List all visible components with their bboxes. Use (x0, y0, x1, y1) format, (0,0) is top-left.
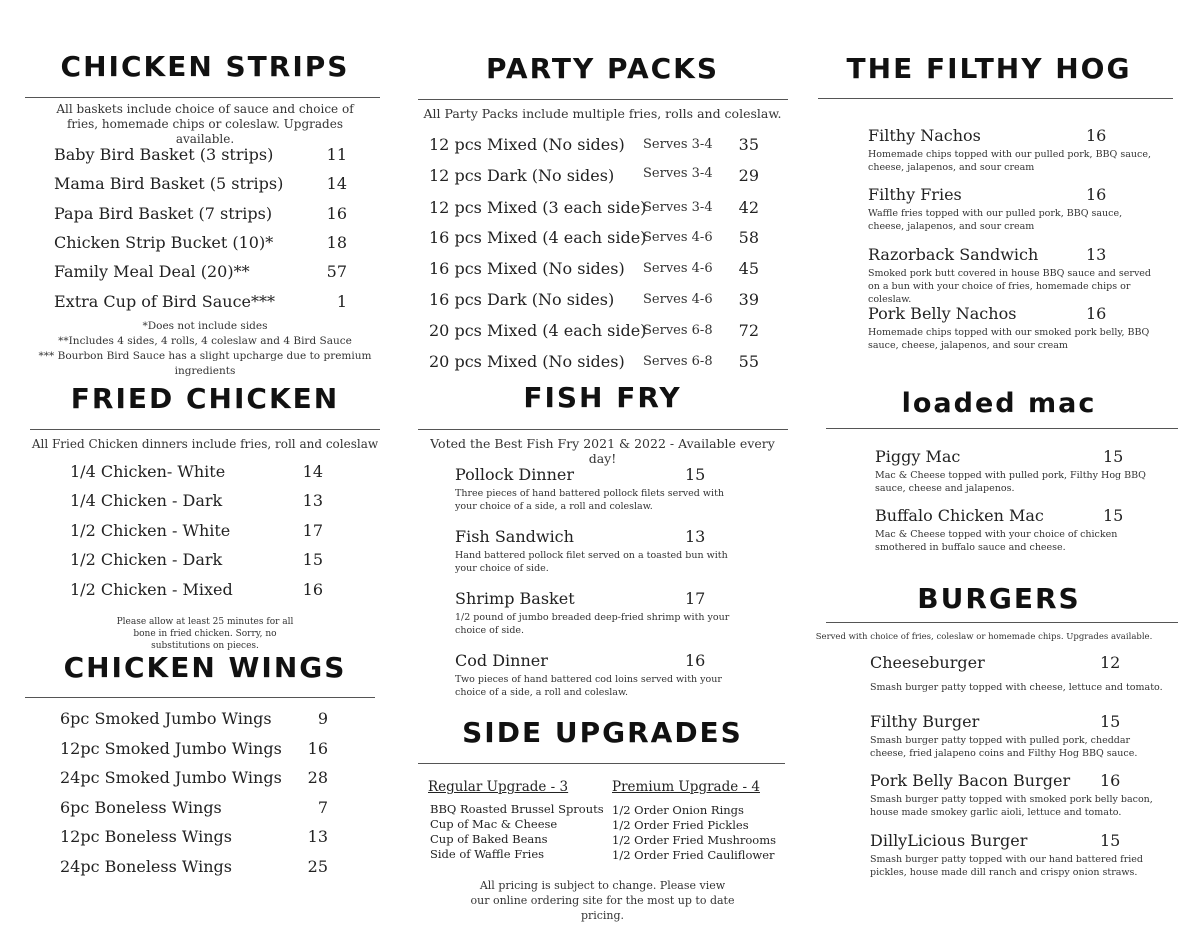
upgrade-item: 1/2 Order Fried Pickles (612, 818, 749, 832)
filthy-hog-heading: THE FILTHY HOG (846, 52, 1132, 85)
premium-upgrade-title: Premium Upgrade - 4 (612, 779, 760, 795)
footnote: *** Bourbon Bird Sauce has a slight upcharge due to premium ingredients (38, 350, 372, 377)
item-price: 13 (1086, 245, 1107, 264)
item-price: 15 (1100, 712, 1121, 731)
item-price: 9 (317, 709, 328, 728)
item-description: Smash burger patty topped with cheese, lettuce and tomato. (870, 682, 1163, 693)
chicken-wings-heading: CHICKEN WINGS (63, 651, 347, 684)
item-description: Mac & Cheese topped with your choice of chicken smothered in buffalo sauce and cheese. (875, 529, 1118, 553)
item-name: Filthy Burger (870, 712, 980, 731)
item-price: 18 (326, 233, 347, 252)
divider (418, 99, 788, 100)
item-name: 12pc Smoked Jumbo Wings (60, 739, 282, 758)
item-name: Pollock Dinner (455, 465, 575, 484)
item-name: 1/4 Chicken - Dark (70, 491, 223, 510)
item-description: Homemade chips topped with our smoked pork belly, BBQ sauce, cheese, jalapenos, and sour cream (868, 327, 1150, 351)
menu-item (868, 126, 1168, 174)
item-name: Buffalo Chicken Mac (875, 506, 1044, 525)
menu-item (455, 651, 745, 701)
item-price: 13 (307, 827, 328, 846)
item-serves: Serves 6-8 (643, 354, 713, 369)
item-price: 15 (1103, 447, 1124, 466)
item-price: 17 (685, 589, 706, 608)
upgrade-item: Cup of Baked Beans (430, 832, 548, 846)
item-serves: Serves 6-8 (643, 323, 713, 338)
item-price: 13 (685, 527, 706, 546)
item-price: 29 (738, 166, 759, 185)
party-packs-heading: PARTY PACKS (485, 52, 720, 85)
upgrade-item: Side of Waffle Fries (430, 847, 545, 861)
item-description: Smash burger patty topped with our hand battered fried pickles, house made dill ranch and crispy onion straws. (870, 854, 1143, 878)
item-name: 16 pcs Dark (No sides) (429, 290, 615, 309)
item-name: 16 pcs Mixed (No sides) (429, 259, 625, 278)
item-description: 1/2 pound of jumbo breaded deep-fried shrimp with your choice of side. (455, 612, 730, 636)
item-price: 12 (1100, 653, 1121, 672)
item-price: 57 (326, 262, 347, 281)
item-name: Piggy Mac (875, 447, 961, 466)
divider (25, 97, 380, 98)
item-price: 7 (317, 798, 328, 817)
upgrade-item: Cup of Mac & Cheese (430, 817, 558, 831)
item-name: 1/4 Chicken- White (70, 462, 226, 481)
chicken-strips-note: All baskets include choice of sauce and choice of fries, homemade chips or coleslaw. Upgrades available. (56, 102, 354, 146)
item-name: Cheeseburger (870, 653, 985, 672)
menu-item (875, 447, 1165, 497)
item-price: 16 (1086, 185, 1107, 204)
item-price: 15 (1103, 506, 1124, 525)
item-price: 17 (302, 521, 323, 540)
menu-item (455, 589, 745, 639)
item-name: 6pc Smoked Jumbo Wings (60, 709, 272, 728)
item-description: Homemade chips topped with our pulled pork, BBQ sauce, cheese, jalapenos, and sour cream (868, 149, 1151, 173)
loaded-mac-heading: loaded mac (901, 388, 1097, 419)
item-price: 55 (738, 352, 759, 371)
fried-chicken-heading: FRIED CHICKEN (70, 382, 340, 415)
divider (826, 622, 1178, 623)
item-name: Pork Belly Nachos (868, 304, 1017, 323)
menu-item (875, 506, 1165, 556)
item-name: 1/2 Chicken - Dark (70, 550, 223, 569)
item-name: Chicken Strip Bucket (10)* (54, 233, 274, 252)
item-name: Baby Bird Basket (3 strips) (54, 145, 274, 164)
fish-fry-note: Voted the Best Fish Fry 2021 & 2022 - Available every day! (430, 436, 775, 466)
menu-item (455, 527, 745, 577)
item-name: Shrimp Basket (455, 589, 575, 608)
item-serves: Serves 4-6 (643, 261, 713, 276)
item-name: 24pc Smoked Jumbo Wings (60, 768, 282, 787)
item-name: Extra Cup of Bird Sauce*** (54, 292, 276, 311)
item-name: 20 pcs Mixed (No sides) (429, 352, 625, 371)
footnote: *Does not include sides (142, 320, 268, 332)
divider (418, 763, 785, 764)
upgrade-item: BBQ Roasted Brussel Sprouts (430, 802, 604, 816)
item-price: 16 (302, 580, 323, 599)
item-name: 16 pcs Mixed (4 each side) (429, 228, 647, 247)
divider (818, 98, 1173, 99)
fish-fry-heading: FISH FRY (523, 381, 682, 414)
item-description: Hand battered pollock filet served on a toasted bun with your choice of side. (455, 550, 728, 574)
item-name: Filthy Fries (868, 185, 962, 204)
item-price: 15 (302, 550, 323, 569)
item-price: 16 (685, 651, 706, 670)
item-name: 20 pcs Mixed (4 each side) (429, 321, 647, 340)
item-name: 12 pcs Mixed (No sides) (429, 135, 625, 154)
item-name: Papa Bird Basket (7 strips) (54, 204, 273, 223)
item-price: 15 (685, 465, 706, 484)
item-price: 16 (1086, 304, 1107, 323)
item-price: 14 (302, 462, 323, 481)
item-description: Waffle fries topped with our pulled pork, BBQ sauce, cheese, jalapenos, and sour cream (868, 208, 1123, 232)
item-serves: Serves 3-4 (643, 137, 713, 152)
item-serves: Serves 4-6 (643, 292, 713, 307)
item-description: Two pieces of hand battered cod loins served with your choice of a side, a roll and coleslaw. (455, 674, 722, 698)
item-price: 13 (302, 491, 323, 510)
item-price: 42 (738, 198, 759, 217)
item-name: 1/2 Chicken - Mixed (70, 580, 233, 599)
chicken-strips-heading: CHICKEN STRIPS (60, 50, 350, 83)
menu-item (868, 245, 1168, 305)
upgrade-item: 1/2 Order Fried Cauliflower (612, 848, 775, 862)
item-name: Mama Bird Basket (5 strips) (54, 174, 284, 193)
burgers-note: Served with choice of fries, coleslaw or homemade chips. Upgrades available. (815, 632, 1153, 642)
fried-chicken-note: All Fried Chicken dinners include fries, roll and coleslaw (31, 437, 379, 451)
item-price: 16 (326, 204, 347, 223)
item-name: 12pc Boneless Wings (60, 827, 232, 846)
menu-item (868, 304, 1168, 352)
divider (418, 429, 788, 430)
item-price: 15 (1100, 831, 1121, 850)
item-name: DillyLicious Burger (870, 831, 1028, 850)
item-serves: Serves 3-4 (643, 200, 713, 215)
item-name: Cod Dinner (455, 651, 548, 670)
item-price: 11 (326, 145, 347, 164)
fried-chicken-footnote: Please allow at least 25 minutes for all bone in fried chicken. Sorry, no substitutions on pieces. (116, 617, 294, 651)
upgrade-item: 1/2 Order Fried Mushrooms (612, 833, 777, 847)
item-price: 16 (1100, 771, 1121, 790)
menu-item (868, 185, 1168, 233)
item-price: 16 (1086, 126, 1107, 145)
item-description: Smash burger patty topped with smoked pork belly bacon, house made smokey garlic aioli, lettuce and tomato. (870, 794, 1153, 818)
item-name: Filthy Nachos (868, 126, 981, 145)
item-price: 45 (738, 259, 759, 278)
item-name: 6pc Boneless Wings (60, 798, 222, 817)
item-description: Smash burger patty topped with pulled pork, cheddar cheese, fried jalapeno coins and Filthy Hog BBQ sauce. (870, 735, 1138, 759)
footnote: **Includes 4 sides, 4 rolls, 4 coleslaw and 4 Bird Sauce (58, 335, 352, 347)
item-price: 28 (307, 768, 328, 787)
divider (25, 697, 375, 698)
item-name: 24pc Boneless Wings (60, 857, 232, 876)
divider (826, 428, 1178, 429)
menu-item (455, 465, 745, 515)
divider (30, 429, 380, 430)
item-name: 1/2 Chicken - White (70, 521, 231, 540)
menu-item (870, 831, 1170, 881)
pricing-note: All pricing is subject to change. Please view our online ordering site for the most up to date pricing. (470, 879, 735, 922)
item-name: 12 pcs Mixed (3 each side) (429, 198, 647, 217)
item-description: Mac & Cheese topped with pulled pork, Filthy Hog BBQ sauce, cheese and jalapenos. (875, 470, 1146, 494)
item-price: 16 (307, 739, 328, 758)
party-packs-note: All Party Packs include multiple fries, rolls and coleslaw. (423, 106, 782, 121)
item-description: Smoked pork butt covered in house BBQ sauce and served on a bun with your choice of fries, homemade chips or coleslaw. (868, 268, 1152, 305)
side-upgrades-heading: SIDE UPGRADES (462, 716, 743, 749)
item-description: Three pieces of hand battered pollock filets served with your choice of a side, a roll and coleslaw. (455, 488, 725, 512)
item-price: 39 (738, 290, 759, 309)
item-serves: Serves 3-4 (643, 166, 713, 181)
menu-item (870, 712, 1170, 762)
item-name: Fish Sandwich (455, 527, 574, 546)
menu-item (870, 771, 1170, 821)
upgrade-item: 1/2 Order Onion Rings (612, 803, 744, 817)
regular-upgrade-title: Regular Upgrade - 3 (428, 779, 569, 795)
item-name: Pork Belly Bacon Burger (870, 771, 1071, 790)
burgers-heading: BURGERS (917, 582, 1081, 615)
item-price: 25 (307, 857, 328, 876)
item-name: Razorback Sandwich (868, 245, 1039, 264)
item-price: 1 (336, 292, 347, 311)
item-price: 14 (326, 174, 347, 193)
item-name: 12 pcs Dark (No sides) (429, 166, 615, 185)
item-price: 35 (738, 135, 759, 154)
item-price: 72 (738, 321, 759, 340)
item-name: Family Meal Deal (20)** (54, 262, 250, 281)
item-price: 58 (738, 228, 759, 247)
menu-item (870, 653, 1170, 703)
item-serves: Serves 4-6 (643, 230, 713, 245)
